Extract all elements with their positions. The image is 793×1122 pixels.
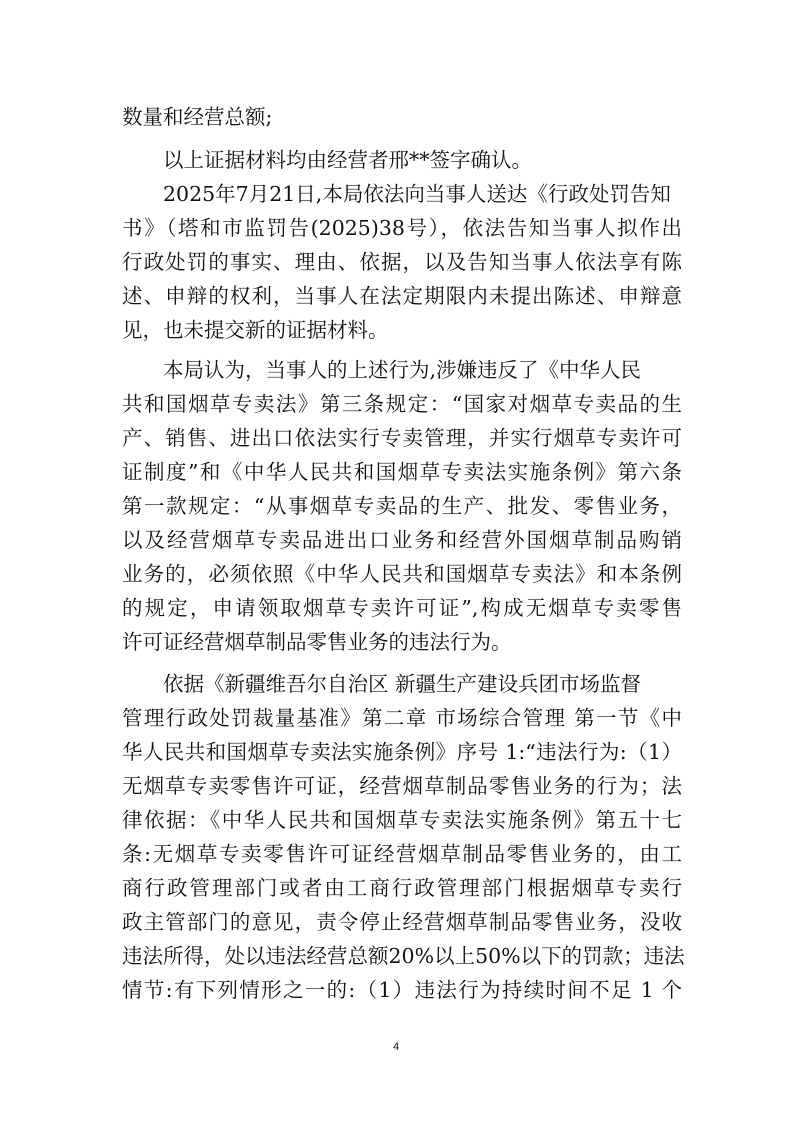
text-line: 产、销售、进出口依法实行专卖管理，并实行烟草专卖许可 <box>122 426 682 450</box>
text-line: 第一款规定：“从事烟草专卖品的生产、批发、零售业务， <box>122 494 682 518</box>
text-line: 以上证据材料均由经营者邢**签字确认。 <box>163 148 532 172</box>
text-line: 本局认为，当事人的上述行为,涉嫌违反了《中华人民 <box>163 358 642 382</box>
text-line: 商行政管理部门或者由工商行政管理部门根据烟草专卖行 <box>122 876 682 900</box>
text-line: 政主管部门的意见，责令停止经营烟草制品零售业务，没收 <box>122 910 682 934</box>
text-line: 2025年7月21日,本局依法向当事人送达《行政处罚告知 <box>163 182 671 206</box>
text-line: 数量和经营总额; <box>122 105 273 129</box>
text-line: 情节:有下列情形之一的:（1）违法行为持续时间不足 1 个 <box>122 978 682 1002</box>
text-line: 许可证经营烟草制品零售业务的违法行为。 <box>122 630 512 654</box>
text-line: 违法所得，处以违法经营总额20%以上50%以下的罚款；违法 <box>122 944 685 968</box>
page-number: 4 <box>392 1041 400 1053</box>
text-line: 行政处罚的事实、理由、依据，以及告知当事人依法享有陈 <box>122 250 682 274</box>
text-line: 见，也未提交新的证据材料。 <box>122 318 389 342</box>
text-line: 业务的，必须依照《中华人民共和国烟草专卖法》和本条例 <box>122 562 682 586</box>
text-line: 依据《新疆维吾尔自治区 新疆生产建设兵团市场监督 <box>163 672 642 696</box>
text-line: 以及经营烟草专卖品进出口业务和经营外国烟草制品购销 <box>122 528 682 552</box>
text-line: 华人民共和国烟草专卖法实施条例》序号 1:“违法行为:（1） <box>122 740 682 764</box>
text-line: 共和国烟草专卖法》第三条规定：“国家对烟草专卖品的生 <box>122 392 682 416</box>
text-line: 的规定，申请领取烟草专卖许可证”,构成无烟草专卖零售 <box>122 596 682 620</box>
text-line: 律依据：《中华人民共和国烟草专卖法实施条例》第五十七 <box>122 808 682 832</box>
text-line: 条:无烟草专卖零售许可证经营烟草制品零售业务的，由工 <box>122 842 682 866</box>
text-line: 管理行政处罚裁量基准》第二章 市场综合管理 第一节《中 <box>122 706 682 730</box>
text-line: 证制度”和《中华人民共和国烟草专卖法实施条例》第六条 <box>122 460 682 484</box>
text-line: 无烟草专卖零售许可证，经营烟草制品零售业务的行为；法 <box>122 774 682 798</box>
text-line: 书》（塔和市监罚告(2025)38号），依法告知当事人拟作出 <box>122 216 682 240</box>
text-line: 述、申辩的权利，当事人在法定期限内未提出陈述、申辩意 <box>122 284 682 308</box>
